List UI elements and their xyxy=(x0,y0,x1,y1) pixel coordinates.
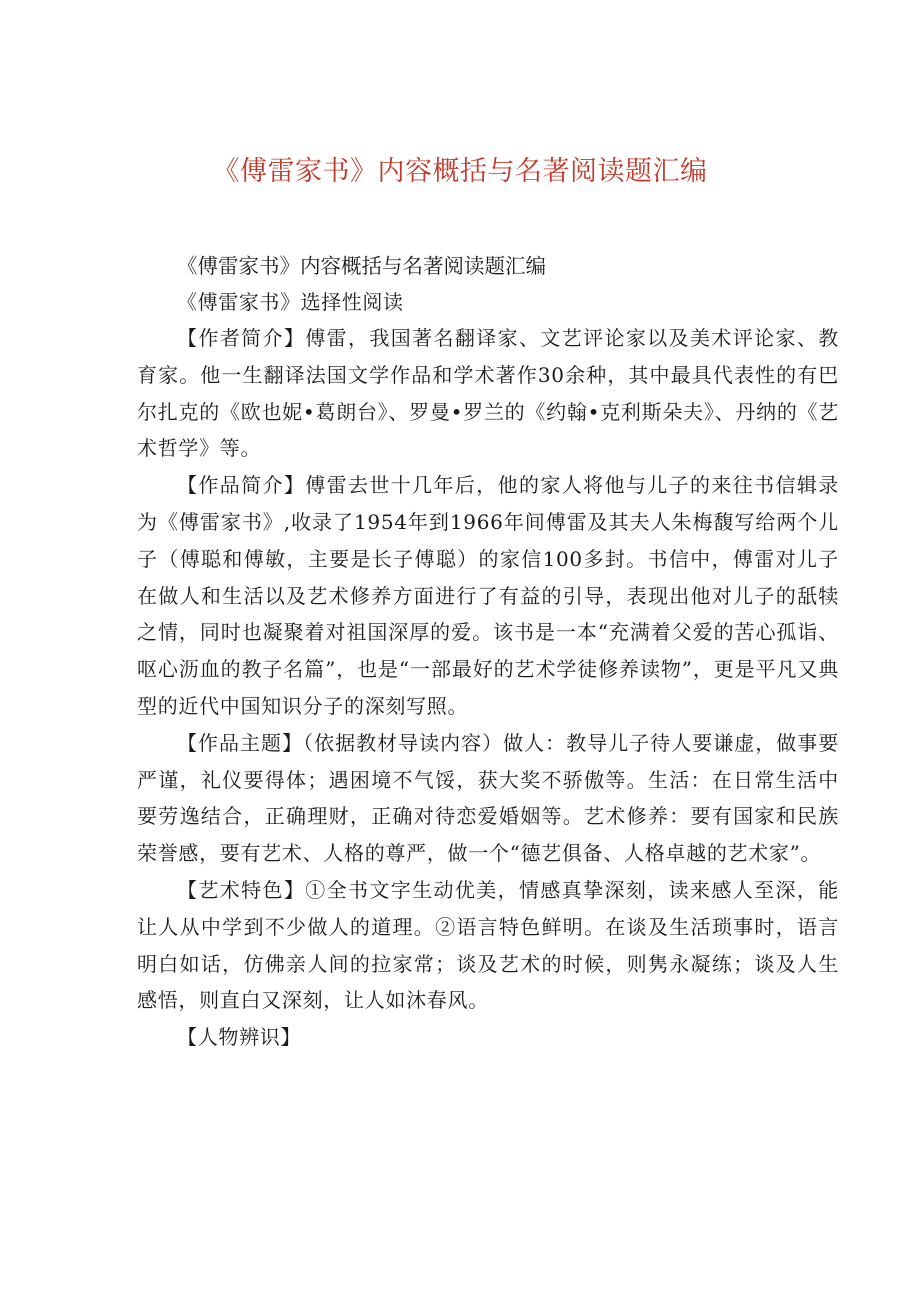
article-subheading: 《傅雷家书》选择性阅读 xyxy=(177,290,404,314)
paragraph-author-intro: 【作者简介】傅雷，我国著名翻译家、文艺评论家以及美术评论家、教育家。他一生翻译法国文学作品和学术著作30余种，其中最具代表性的有巴尔扎克的《欧也妮•葛朗台》、罗曼•罗兰的《约翰•克利斯朵夫》、丹纳的《艺术哲学》等。 xyxy=(137,326,839,461)
paragraph-art-features: 【艺术特色】①全书文字生动优美，情感真挚深刻，读来感人至深，能让人从中学到不少做人的道理。②语言特色鲜明。在谈及生活琐事时，语言明白如话，仿佛亲人间的拉家常；谈及艺术的时候，则隽永凝练；谈及人生感悟，则直白又深刻，让人如沐春风。 xyxy=(137,877,839,1013)
article-heading: 《傅雷家书》内容概括与名著阅读题汇编 xyxy=(177,254,546,278)
paragraph-work-intro: 【作品简介】傅雷去世十几年后，他的家人将他与儿子的来往书信辑录为《傅雷家书》,收录了1954年到1966年间傅雷及其夫人朱梅馥写给两个儿子（傅聪和傅敏，主要是长子傅聪）的家信100多封。书信中，傅雷对儿子在做人和生活以及艺术修养方面进行了有益的引导，表现出他对儿子的舐犊之情，同时也凝聚着对祖国深厚的爱。该书是一本“充满着父爱的苦心孤诣、呕心沥血的教子名篇”，也是“一部最好的艺术学徒修养读物”，更是平凡又典型的近代中国知识分子的深刻写照。 xyxy=(137,473,839,718)
paragraph-work-theme: 【作品主题】（依据教材导读内容）做人：教导儿子待人要谦虚，做事要严谨，礼仪要得体；遇困境不气馁，获大奖不骄傲等。生活：在日常生活中要劳逸结合，正确理财，正确对待恋爱婚姻等。艺术修养：要有国家和民族荣誉感，要有艺术、人格的尊严，做一个“德艺俱备、人格卓越的艺术家”。 xyxy=(137,730,839,866)
document-title: 《傅雷家书》内容概括与名著阅读题汇编 xyxy=(212,156,708,187)
paragraph-character-identification: 【人物辨识】 xyxy=(177,1025,302,1050)
document-body xyxy=(137,248,839,1056)
